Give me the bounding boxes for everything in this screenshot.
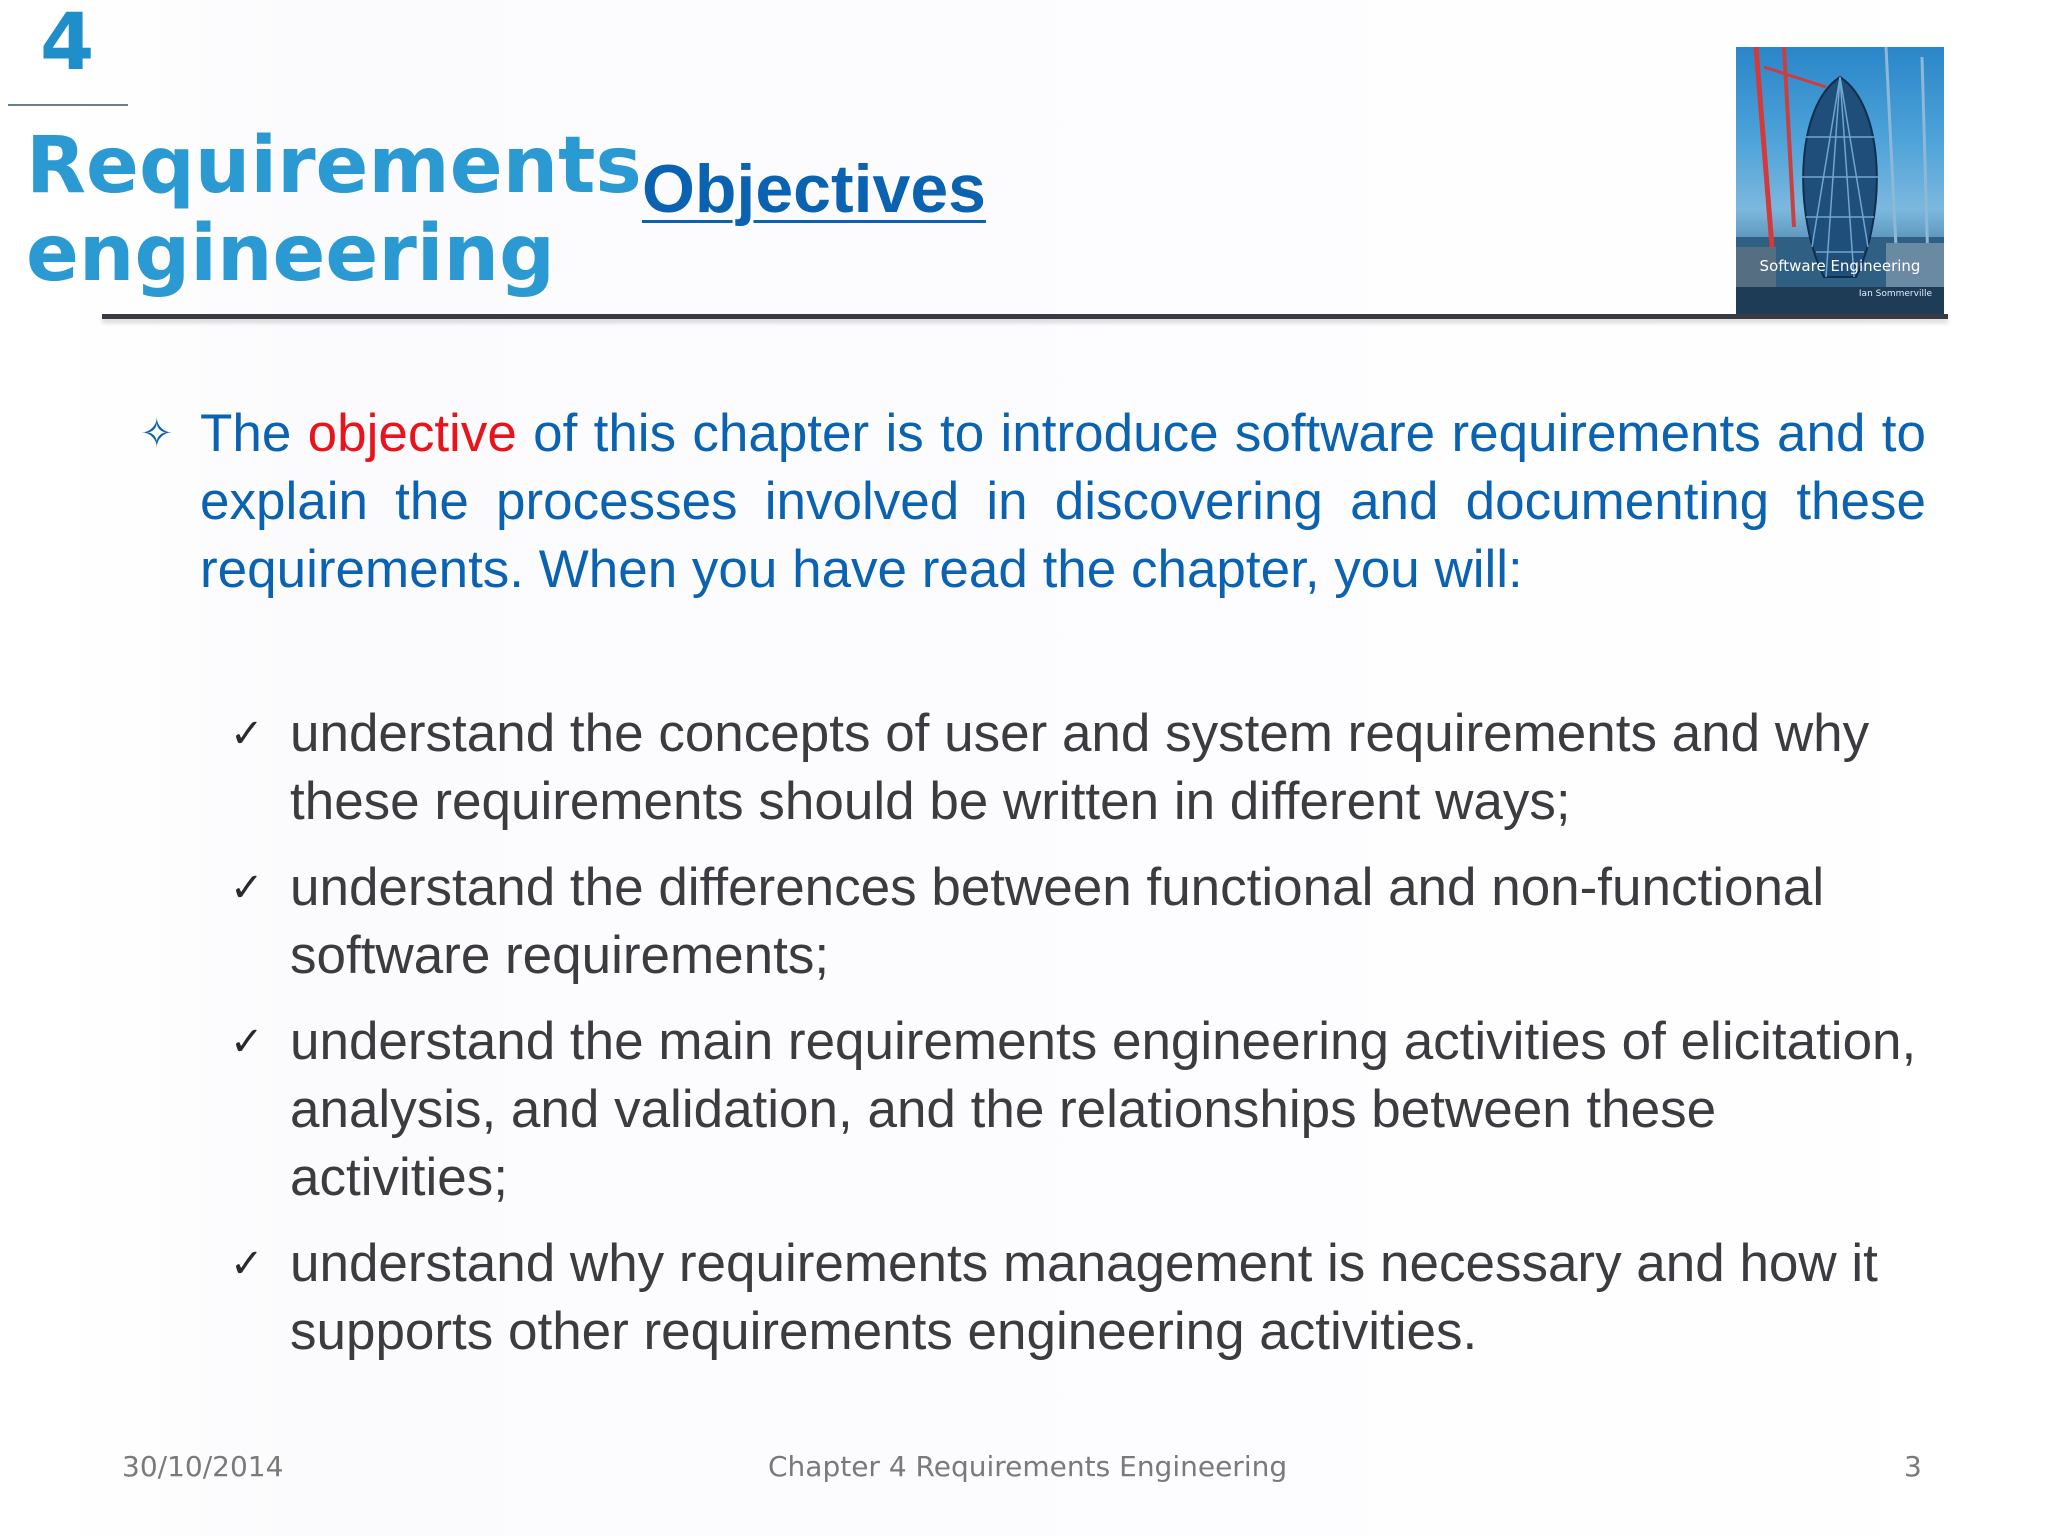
page-number: 3 <box>1904 1450 1922 1483</box>
checkmark-icon: ✓ <box>230 1019 264 1065</box>
chapter-number: 4 <box>40 0 95 88</box>
header-divider <box>102 314 1948 319</box>
list-item-text: understand the main requirements engineering activities of elicitation, analysis, and validation, and the relationships between these activities; <box>290 1012 1917 1207</box>
footer-chapter-title: Chapter 4 Requirements Engineering <box>768 1450 1288 1483</box>
intro-paragraph <box>140 400 1926 604</box>
book-cover-author: Ian Sommerville <box>1858 289 1932 299</box>
intro-text-end: of this chapter is to introduce software requirements and to explain the processes involved in discovering and documenting these requirements. When you have read the chapter, you will: <box>200 404 1926 599</box>
objectives-list <box>226 700 1926 1384</box>
checkmark-icon: ✓ <box>230 711 264 757</box>
list-item <box>226 854 1926 990</box>
list-item <box>226 1008 1926 1212</box>
chapter-title-line1: Requirements <box>26 121 642 211</box>
intro-highlight: objective <box>307 404 517 463</box>
chapter-rule <box>8 104 128 106</box>
list-item <box>226 1230 1926 1366</box>
list-item-text: understand the concepts of user and system requirements and why these requirements should be written in different ways; <box>290 704 1870 831</box>
building-illustration <box>1736 47 1944 317</box>
chapter-title <box>26 122 642 298</box>
list-item-text: understand why requirements management is necessary and how it supports other requirements engineering activities. <box>290 1234 1878 1361</box>
footer-date: 30/10/2014 <box>122 1450 284 1483</box>
slide-title: Objectives <box>642 151 986 227</box>
list-item-text: understand the differences between functional and non-functional software requirements; <box>290 858 1825 985</box>
checkmark-icon: ✓ <box>230 1241 264 1287</box>
chapter-logo <box>0 0 642 310</box>
intro-text-start: The <box>200 404 308 463</box>
chapter-title-line2: engineering <box>26 209 555 299</box>
intro-text <box>200 400 1926 604</box>
star-bullet-icon: ✧ <box>140 411 174 457</box>
list-item <box>226 700 1926 836</box>
checkmark-icon: ✓ <box>230 865 264 911</box>
book-cover-title: Software Engineering <box>1759 257 1921 275</box>
book-cover-image <box>1736 47 1944 317</box>
